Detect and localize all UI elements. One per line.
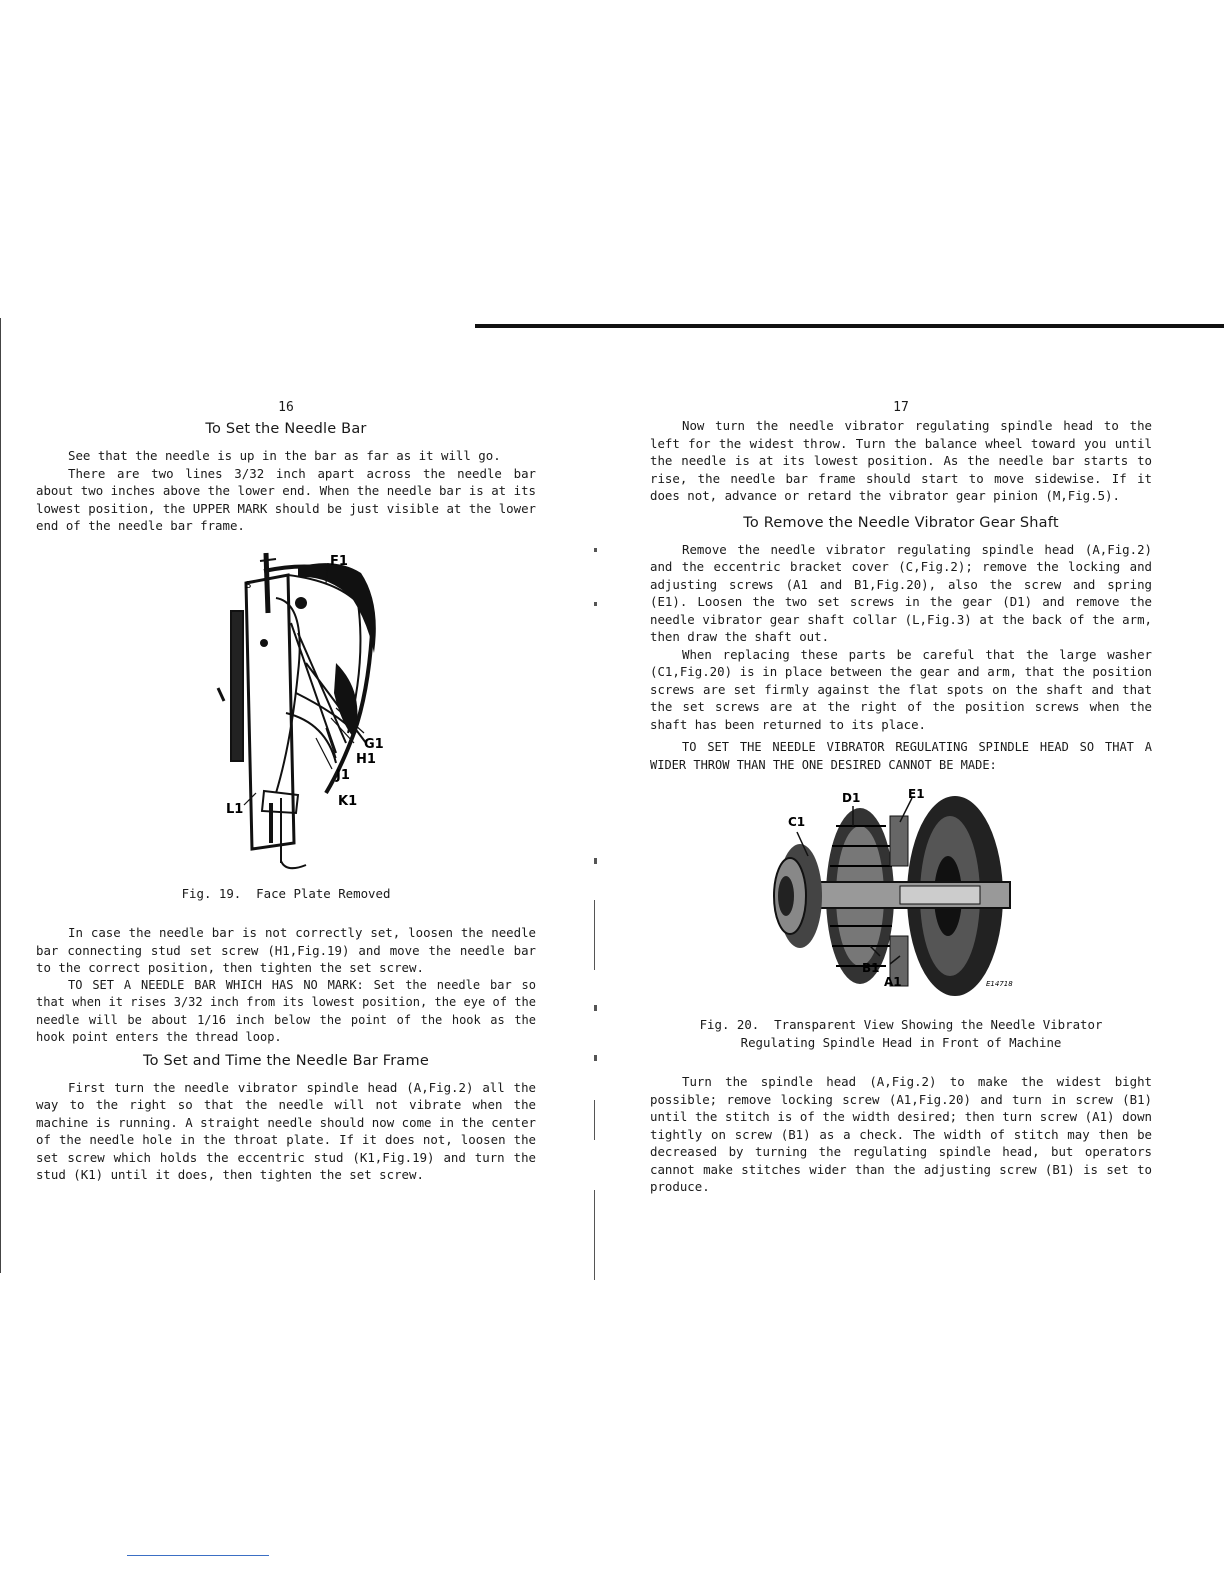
label-c1: C1 [788,815,806,829]
label-a1: A1 [884,975,902,989]
paragraph: Remove the needle vibrator regulating spindle head (A,Fig.2) and the eccentric bracket cover (C,Fig.2); remove the locking and adjusting screws (A1 and B1,Fig.20), also the screw and spring (E1). Loosen the two set screws in the gear (D1) and remove the needle vibrator gear shaft collar (L,Fig.3) at the back of the arm, then draw the shaft out. [650,541,1152,644]
figure-code: E14718 [986,980,1013,988]
bottom-link-underline [127,1555,269,1556]
heading-remove-gear-shaft: To Remove the Needle Vibrator Gear Shaft [743,514,1059,531]
heading-set-time-needle-bar-frame: To Set and Time the Needle Bar Frame [143,1052,429,1069]
spindle-head-drawing [650,786,1152,1010]
paragraph: There are two lines 3/32 inch apart across the needle bar about two inches above the lower end. When the needle bar is at its lowest position, the UPPER MARK should be just visible at the lower end of the needle bar frame. [36,465,536,533]
label-s: S [245,579,252,591]
label-d1: D1 [842,791,861,805]
paragraph: Turn the spindle head (A,Fig.2) to make the widest bight possible; remove locking screw (A1,Fig.20) and turn in screw (B1) until the stitch is of the width desired; then turn screw (A1) down tightly on screw (B1) as a check. The width of stitch may then be decreased by turning the regulating spindle head, but operators cannot make stitches wider than the adjusting screw (B1) is set to produce. [650,1074,1152,1194]
figure-20-illustration [650,786,1152,1010]
caption-line-2: Regulating Spindle Head in Front of Machine [740,1034,1062,1050]
paragraph: Now turn the needle vibrator regulating spindle head to the left for the widest throw. Turn the balance wheel toward you until the needle is at its lowest position. As the needle bar starts to rise, the needle bar frame should start to move sidewise. If it does not, advance or retard the vibrator gear pinion (M,Fig.5). [650,418,1152,503]
label-b1: B1 [862,961,880,975]
page-top-rule [475,324,1224,328]
label-k1: K1 [338,793,358,809]
figure-19-caption: Fig. 19. Face Plate Removed [181,885,391,901]
heading-set-needle-bar: To Set the Needle Bar [205,421,367,437]
right-page [650,400,1152,1196]
label-g1: G1 [364,736,384,752]
page-number: 17 [893,400,909,415]
caption-line-1: Fig. 20. Transparent View Showing the Needle Vibrator [699,1017,1103,1032]
label-f1: F1 [330,553,348,569]
label-e1: E1 [908,787,925,801]
page-edge [0,318,1,1273]
label-l1: L1 [226,801,244,817]
figure-20-caption [650,1016,1152,1051]
paragraph: See that the needle is up in the bar as far as it will go. [68,448,501,463]
gutter-marks [594,540,598,1280]
paragraph: TO SET A NEEDLE BAR WHICH HAS NO MARK: Set the needle bar so that when it rises 3/32 inch from its lowest position, the eye of the needle will be about 1/16 inch below the point of the hook as the hook point enters the thread loop. [36,977,536,1044]
face-plate-removed-drawing [36,543,536,873]
paragraph: In case the needle bar is not correctly set, loosen the needle bar connecting stud set screw (H1,Fig.19) and move the needle bar to the correct position, then tighten the set screw. [36,925,536,975]
page-number: 16 [278,400,294,415]
figure-19-illustration [36,543,536,873]
paragraph: When replacing these parts be careful that the large washer (C1,Fig.20) is in place between the gear and arm, that the position screws are set firmly against the flat spots on the shaft and that the set screws are at the right of the position screws when the shaft has been returned to its place. [650,646,1152,732]
label-h1: H1 [356,751,376,767]
paragraph: TO SET THE NEEDLE VIBRATOR REGULATING SPINDLE HEAD SO THAT A WIDER THROW THAN THE ONE DESIRED CANNOT BE MADE: [650,740,1152,772]
label-j1: J1 [336,767,350,783]
paragraph: First turn the needle vibrator spindle head (A,Fig.2) all the way to the right so that the needle will not vibrate when the machine is running. A straight needle should now come in the center of the needle hole in the throat plate. If it does not, loosen the set screw which holds the eccentric stud (K1,Fig.19) and turn the stud (K1) until it does, then tighten the set screw. [36,1079,536,1182]
left-page [36,400,536,1184]
